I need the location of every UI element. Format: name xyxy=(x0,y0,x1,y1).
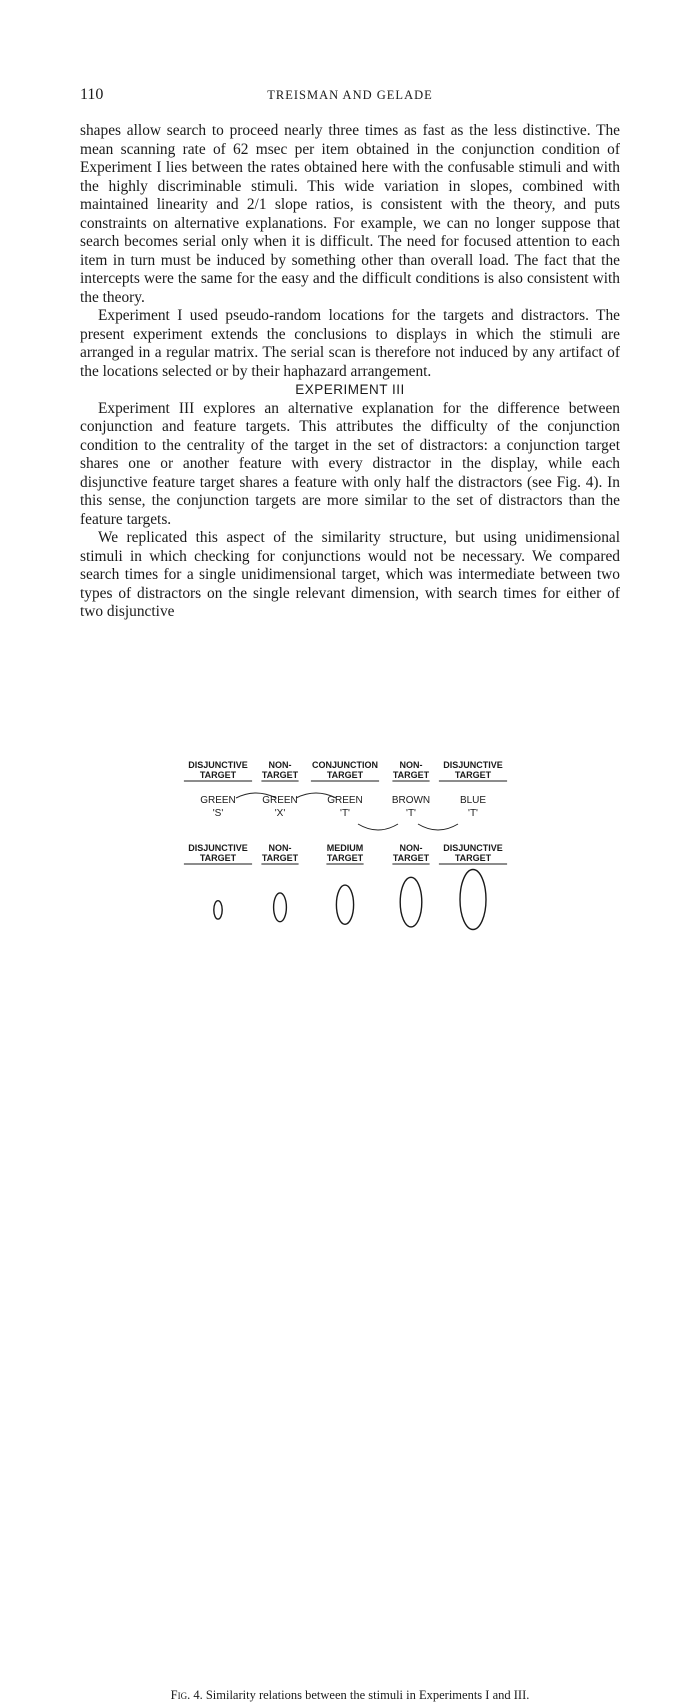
figure-4 xyxy=(0,748,691,1702)
stimulus-letter-label: 'S' xyxy=(212,808,224,819)
row2-header-line1: DISJUNCTIVE xyxy=(443,843,503,853)
paragraph-1: shapes allow search to proceed nearly three times as fast as the less distinctive. The mean scanning rate of 62 msec per item obtained in the conjunction condition of Experiment I lies between the rates obtained here with the confusable stimuli and with the highly discriminable stimuli. This wide variation in slopes, combined with maintained linearity and 2/1 slope ratios, is consistent with the theory, and puts constraints on alternative explanations. For example, we can no longer suppose that search becomes serial only when it is difficult. The need for focused attention to each item in turn must be induced by something other than overall load. The fact that the intercepts were the same for the easy and the difficult conditions is also consistent with the theory. xyxy=(80,122,620,306)
ellipse-stimulus xyxy=(274,893,287,922)
row1-header-line1: CONJUNCTION xyxy=(311,760,379,770)
ellipse-stimulus xyxy=(214,901,222,919)
figure-caption xyxy=(80,1688,620,1703)
body-text xyxy=(80,122,620,622)
ellipse-stimulus xyxy=(336,885,353,924)
row1-header-line2: TARGET xyxy=(454,770,492,780)
stimulus-letter-label: 'T' xyxy=(468,808,478,819)
ellipse-stimulus xyxy=(460,870,486,930)
stimulus-color-label: BROWN xyxy=(391,795,431,806)
page-header xyxy=(80,86,620,106)
stimulus-color-label: GREEN xyxy=(262,795,298,806)
caption-label: Fig. 4. xyxy=(170,1688,203,1702)
row2-header-line2: TARGET xyxy=(392,853,430,863)
row2-header-line1: MEDIUM xyxy=(326,843,364,853)
stimulus-letter-label: 'T' xyxy=(406,808,416,819)
row1-header-line1: NON- xyxy=(268,760,292,770)
row2-header-line1: NON- xyxy=(399,843,423,853)
row2-header-line2: TARGET xyxy=(454,853,492,863)
connector-arc xyxy=(418,824,458,830)
row2-header-line2: TARGET xyxy=(199,853,237,863)
row2-header-line2: TARGET xyxy=(261,853,299,863)
row2-header-line1: DISJUNCTIVE xyxy=(188,843,248,853)
row1-header-line2: TARGET xyxy=(392,770,430,780)
paragraph-2: Experiment I used pseudo-random locations for the targets and distractors. The present experiment extends the conclusions to displays in which the stimuli are arranged in a regular matrix. The serial scan is therefore not induced by any artifact of the locations selected or by their haphazard arrangement. xyxy=(80,307,620,380)
running-head: TREISMAN AND GELADE xyxy=(267,88,433,102)
stimulus-color-label: GREEN xyxy=(200,795,236,806)
ellipse-stimulus xyxy=(400,877,422,927)
row2-header-line1: NON- xyxy=(268,843,292,853)
paragraph-3: Experiment III explores an alternative explanation for the difference between conjunction and feature targets. This attributes the difficulty of the conjunction condition to the centrality of the target in the set of distractors: a conjunction target shares one or another feature with every distractor in the display, while each disjunctive feature target shares a feature with only half the distractors (see Fig. 4). In this sense, the conjunction targets are more similar to the set of distractors than the feature targets. xyxy=(80,399,620,528)
connector-arc xyxy=(358,824,398,830)
row1-header-line1: DISJUNCTIVE xyxy=(188,760,248,770)
page-number: 110 xyxy=(80,86,104,103)
stimulus-color-label: GREEN xyxy=(327,795,363,806)
row1-header-line2: TARGET xyxy=(261,770,299,780)
stimulus-letter-label: 'X' xyxy=(274,808,286,819)
paragraph-4: We replicated this aspect of the similarity structure, but using unidimensional stimuli in which checking for conjunctions would not be necessary. We compared search times for a single unidimensional target, which was intermediate between two types of distractors on the single relevant dimension, with search times for either of two disjunctive xyxy=(80,529,620,620)
stimulus-color-label: BLUE xyxy=(459,795,487,806)
row1-header-line1: NON- xyxy=(399,760,423,770)
figure-diagram xyxy=(0,748,691,948)
stimulus-letter-label: 'T' xyxy=(340,808,350,819)
row1-header-line2: TARGET xyxy=(199,770,237,780)
row1-header-line1: DISJUNCTIVE xyxy=(443,760,503,770)
row2-header-line2: TARGET xyxy=(326,853,364,863)
row1-header-line2: TARGET xyxy=(326,770,364,780)
section-heading: EXPERIMENT III xyxy=(295,382,405,397)
caption-text: Similarity relations between the stimuli in Experiments I and III. xyxy=(205,1688,530,1702)
